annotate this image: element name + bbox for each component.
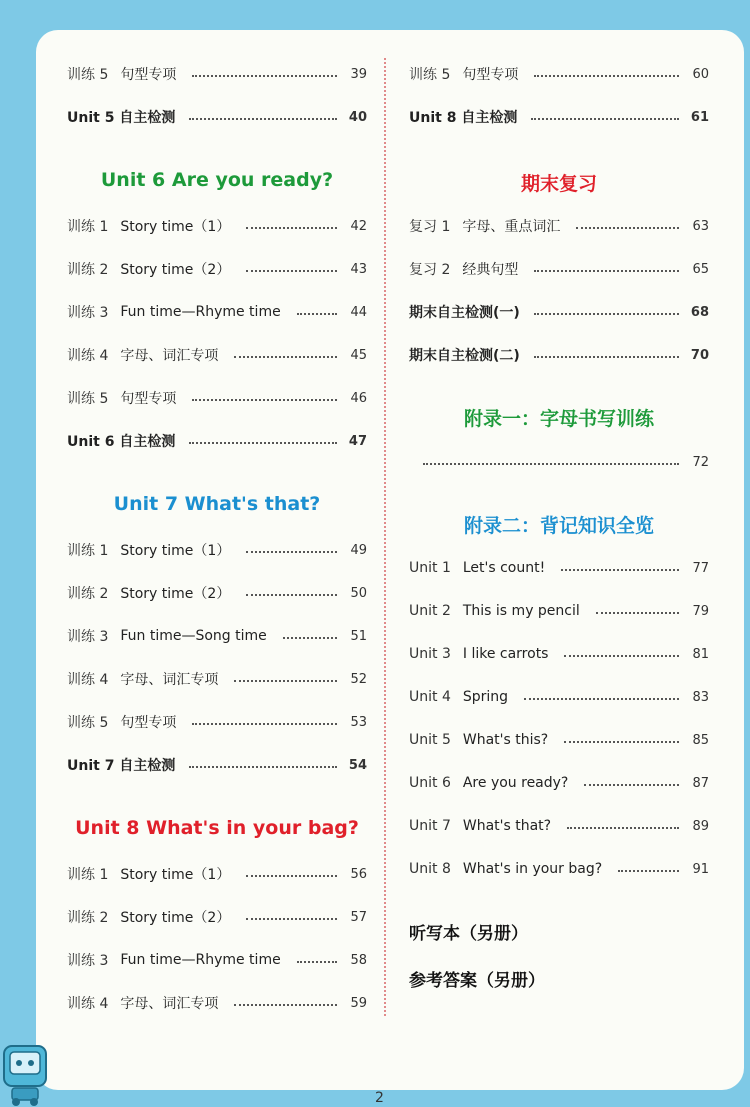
toc-entry[interactable] <box>409 257 709 281</box>
dot-leader <box>297 961 337 963</box>
entry-title: This is my pencil <box>462 603 580 619</box>
entry-title: Fun time—Rhyme time <box>120 304 281 320</box>
entry-page-number: 44 <box>350 304 367 320</box>
toc-entry[interactable] <box>67 343 367 367</box>
entry-title: Story time（2） <box>120 910 231 926</box>
dot-leader <box>246 594 337 596</box>
entry-code: 训练 3 <box>67 305 109 321</box>
dot-leader <box>192 75 337 77</box>
toc-entry[interactable] <box>67 948 367 972</box>
dot-leader <box>618 870 679 872</box>
entry-code: 训练 5 <box>409 67 451 83</box>
entry-title: Spring <box>462 689 509 705</box>
entry-page-number: 77 <box>692 560 709 576</box>
dot-leader <box>584 784 679 786</box>
dot-leader <box>534 313 679 315</box>
dot-leader <box>189 118 337 120</box>
entry-page-number: 56 <box>350 866 367 882</box>
section-heading: Unit 8 What's in your bag? <box>75 817 359 839</box>
dot-leader <box>234 680 337 682</box>
toc-entry[interactable] <box>67 862 367 886</box>
entry-page-number: 83 <box>692 689 709 705</box>
entry-page-number: 60 <box>692 66 709 82</box>
entry-page-number: 53 <box>350 714 367 730</box>
toc-entry[interactable] <box>409 556 709 580</box>
entry-page-number: 70 <box>690 347 709 363</box>
entry-page-number: 58 <box>350 952 367 968</box>
entry-code: 训练 2 <box>67 262 109 278</box>
dot-leader <box>534 75 679 77</box>
entry-code: 训练 4 <box>67 996 109 1012</box>
page-number: 2 <box>375 1090 384 1106</box>
toc-entry[interactable] <box>67 257 367 281</box>
entry-page-number: 42 <box>350 218 367 234</box>
toc-entry[interactable] <box>409 214 709 238</box>
toc-entry[interactable] <box>67 62 367 86</box>
entry-code: 训练 4 <box>67 348 109 364</box>
entry-code: 训练 3 <box>67 629 109 645</box>
entry-code: 训练 5 <box>67 67 109 83</box>
supplement-title: 参考答案（另册） <box>409 971 545 991</box>
toc-entry[interactable] <box>67 581 367 605</box>
dot-leader <box>297 313 337 315</box>
entry-title: What's in your bag? <box>462 861 603 877</box>
toc-entry[interactable] <box>409 599 709 623</box>
robot-mascot-icon <box>0 1040 50 1107</box>
entry-title: Story time（2） <box>120 262 231 278</box>
section-heading: 期末复习 <box>520 173 597 195</box>
entry-title: I like carrots <box>462 646 549 662</box>
entry-title: Story time（1） <box>120 867 231 883</box>
dot-leader <box>423 463 679 465</box>
entry-title: 经典句型 <box>462 262 519 278</box>
entry-title: Unit 8 自主检测 <box>409 110 518 126</box>
toc-entry-test[interactable] <box>67 753 367 777</box>
entry-title: 句型专项 <box>120 715 177 731</box>
entry-title: 句型专项 <box>120 391 177 407</box>
dot-leader <box>234 356 337 358</box>
entry-page-number: 87 <box>692 775 709 791</box>
toc-entry[interactable] <box>409 642 709 666</box>
entry-code: Unit 6 <box>409 775 451 791</box>
entry-code: 训练 4 <box>67 672 109 688</box>
entry-code: 训练 2 <box>67 586 109 602</box>
dot-leader <box>283 637 337 639</box>
entry-title: Unit 7 自主检测 <box>67 758 176 774</box>
dot-leader <box>534 356 679 358</box>
dot-leader <box>567 827 679 829</box>
entry-code: 训练 2 <box>67 910 109 926</box>
dot-leader <box>531 118 679 120</box>
toc-entry-test[interactable] <box>409 343 709 367</box>
toc-entry[interactable] <box>67 300 367 324</box>
entry-title: 期末自主检测(一) <box>409 305 520 321</box>
entry-page-number: 49 <box>350 542 367 558</box>
entry-title: Story time（1） <box>120 219 231 235</box>
entry-title: 字母、词汇专项 <box>120 996 219 1012</box>
dot-leader <box>192 723 337 725</box>
entry-page-number: 89 <box>692 818 709 834</box>
entry-code: Unit 2 <box>409 603 451 619</box>
entry-page-number: 79 <box>692 603 709 619</box>
entry-title: 字母、词汇专项 <box>120 348 219 364</box>
entry-title: What's that? <box>462 818 552 834</box>
dot-leader <box>564 741 679 743</box>
entry-code: 训练 5 <box>67 391 109 407</box>
entry-page-number: 59 <box>350 995 367 1011</box>
toc-entry[interactable] <box>67 624 367 648</box>
toc-entry-test[interactable] <box>67 429 367 453</box>
entry-code: 复习 2 <box>409 262 451 278</box>
dot-leader <box>246 227 337 229</box>
entry-page-number: 46 <box>350 390 367 406</box>
entry-page-number: 43 <box>350 261 367 277</box>
toc-entry[interactable] <box>409 728 709 752</box>
dot-leader <box>189 442 337 444</box>
entry-title: Fun time—Rhyme time <box>120 952 281 968</box>
dot-leader <box>564 655 679 657</box>
entry-page-number: 57 <box>350 909 367 925</box>
entry-title: 字母、重点词汇 <box>462 219 561 235</box>
entry-code: Unit 3 <box>409 646 451 662</box>
entry-title: 句型专项 <box>462 67 519 83</box>
entry-code: 训练 5 <box>67 715 109 731</box>
entry-title: What's this? <box>462 732 549 748</box>
entry-page-number: 72 <box>692 454 709 470</box>
entry-title: Unit 6 自主检测 <box>67 434 176 450</box>
entry-code: Unit 4 <box>409 689 451 705</box>
dot-leader <box>246 875 337 877</box>
entry-page-number: 39 <box>350 66 367 82</box>
entry-code: 训练 1 <box>67 867 109 883</box>
toc-entry[interactable] <box>67 991 367 1015</box>
entry-page-number: 52 <box>350 671 367 687</box>
entry-code: Unit 1 <box>409 560 451 576</box>
entry-title: Story time（2） <box>120 586 231 602</box>
toc-entry[interactable] <box>409 685 709 709</box>
dot-leader <box>576 227 679 229</box>
dot-leader <box>189 766 337 768</box>
section-heading: Unit 6 Are you ready? <box>100 169 334 191</box>
dot-leader <box>246 551 337 553</box>
toc-entry[interactable] <box>409 857 709 881</box>
toc-entry[interactable] <box>409 62 709 86</box>
section-heading: 附录二：背记知识全览 <box>463 515 654 537</box>
entry-code: Unit 5 <box>409 732 451 748</box>
entry-code: 复习 1 <box>409 219 451 235</box>
dot-leader <box>246 918 337 920</box>
dot-leader <box>192 399 337 401</box>
entry-code: 训练 3 <box>67 953 109 969</box>
toc-entry[interactable] <box>67 538 367 562</box>
entry-page-number: 61 <box>690 109 709 125</box>
toc-entry[interactable] <box>67 667 367 691</box>
toc-entry[interactable] <box>67 386 367 410</box>
entry-page-number: 91 <box>692 861 709 877</box>
section-heading: 附录一：字母书写训练 <box>463 408 654 430</box>
entry-code: Unit 7 <box>409 818 451 834</box>
entry-code: Unit 8 <box>409 861 451 877</box>
supplement-title: 听写本（另册） <box>409 924 528 944</box>
entry-title: 句型专项 <box>120 67 177 83</box>
entry-page-number: 63 <box>692 218 709 234</box>
entry-code: 训练 1 <box>67 543 109 559</box>
section-heading: Unit 7 What's that? <box>113 493 321 515</box>
column-divider <box>384 58 386 1016</box>
toc-entry[interactable] <box>67 710 367 734</box>
entry-page-number: 47 <box>348 433 367 449</box>
dot-leader <box>524 698 679 700</box>
toc-entry-test[interactable] <box>67 105 367 129</box>
dot-leader <box>246 270 337 272</box>
dot-leader <box>234 1004 337 1006</box>
toc-entry[interactable] <box>409 771 709 795</box>
entry-page-number: 40 <box>348 109 367 125</box>
entry-title: Are you ready? <box>462 775 569 791</box>
entry-page-number: 51 <box>350 628 367 644</box>
toc-entry-test[interactable] <box>409 105 709 129</box>
dot-leader <box>561 569 679 571</box>
toc-entry-test[interactable] <box>409 300 709 324</box>
entry-page-number: 68 <box>690 304 709 320</box>
entry-title: Fun time—Song time <box>120 628 267 644</box>
toc-entry[interactable] <box>409 450 709 474</box>
dot-leader <box>534 270 679 272</box>
toc-entry[interactable] <box>67 214 367 238</box>
entry-title: Story time（1） <box>120 543 231 559</box>
entry-page-number: 45 <box>350 347 367 363</box>
toc-entry[interactable] <box>67 905 367 929</box>
dot-leader <box>596 612 679 614</box>
entry-title: 字母、词汇专项 <box>120 672 219 688</box>
entry-title: 期末自主检测(二) <box>409 348 520 364</box>
entry-page-number: 81 <box>692 646 709 662</box>
toc-entry[interactable] <box>409 814 709 838</box>
entry-page-number: 54 <box>348 757 367 773</box>
entry-page-number: 85 <box>692 732 709 748</box>
entry-title: Let's count! <box>462 560 546 576</box>
entry-code: 训练 1 <box>67 219 109 235</box>
entry-page-number: 65 <box>692 261 709 277</box>
entry-page-number: 50 <box>350 585 367 601</box>
entry-title: Unit 5 自主检测 <box>67 110 176 126</box>
